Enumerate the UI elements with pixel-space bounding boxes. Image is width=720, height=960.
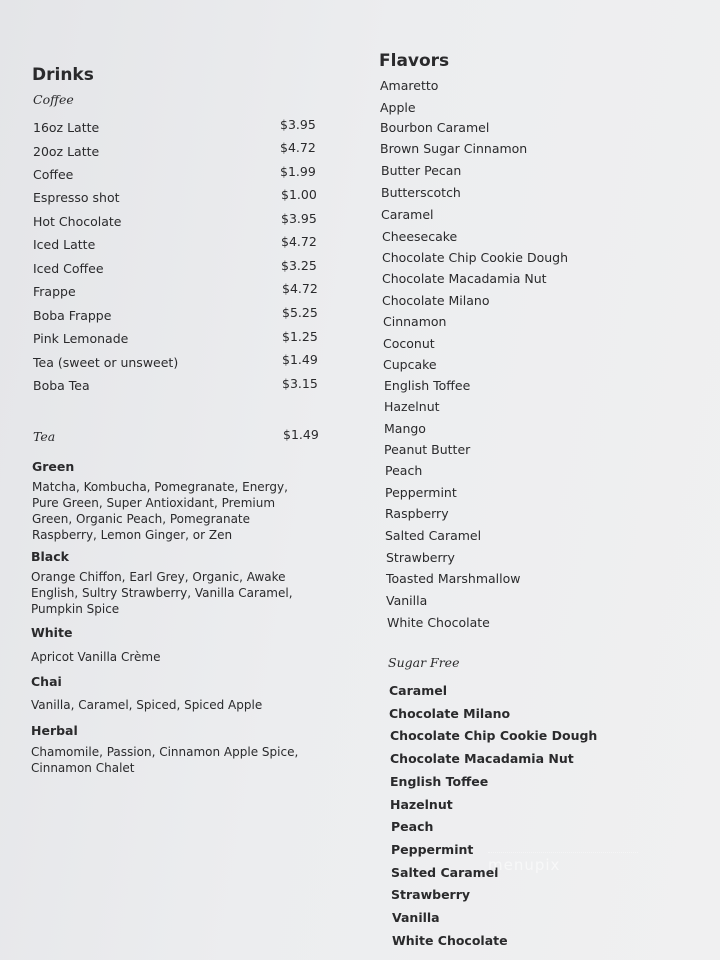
flavor-item: Cheesecake bbox=[382, 229, 458, 244]
coffee-item-price: $3.95 bbox=[280, 117, 316, 132]
tea-type-varieties: Orange Chiffon, Earl Grey, Organic, Awake English, Sultry Strawberry, Vanilla Caramel, Pumpkin Spice bbox=[31, 570, 293, 616]
sugar-free-heading: Sugar Free bbox=[388, 655, 460, 670]
coffee-item-name: Boba Frappe bbox=[33, 308, 112, 323]
coffee-item-price: $3.95 bbox=[281, 211, 317, 226]
coffee-heading: Coffee bbox=[33, 92, 74, 107]
flavor-item: White Chocolate bbox=[387, 615, 490, 630]
coffee-item-price: $1.49 bbox=[282, 352, 318, 367]
flavor-item: Hazelnut bbox=[384, 399, 440, 414]
tea-price: $1.49 bbox=[283, 427, 319, 442]
coffee-item-name: Boba Tea bbox=[33, 378, 90, 393]
flavor-item: Peppermint bbox=[385, 485, 457, 500]
flavor-item: Chocolate Chip Cookie Dough bbox=[382, 250, 568, 265]
flavor-item: Coconut bbox=[383, 336, 435, 351]
drinks-title: Drinks bbox=[32, 65, 94, 85]
flavors-title: Flavors bbox=[379, 51, 450, 71]
flavor-item: Strawberry bbox=[386, 550, 455, 565]
tea-type-name: Green bbox=[32, 459, 75, 474]
flavor-item: Bourbon Caramel bbox=[380, 120, 490, 135]
coffee-item-price: $4.72 bbox=[281, 234, 317, 249]
coffee-item-name: Tea (sweet or unsweet) bbox=[33, 355, 179, 370]
coffee-item-price: $4.72 bbox=[282, 281, 318, 296]
tea-type-varieties: Vanilla, Caramel, Spiced, Spiced Apple bbox=[31, 698, 263, 712]
coffee-item-price: $1.00 bbox=[281, 187, 317, 202]
flavor-item: Butter Pecan bbox=[381, 163, 462, 178]
flavor-item: Raspberry bbox=[385, 506, 449, 521]
flavor-item: Caramel bbox=[381, 207, 434, 222]
coffee-item-price: $1.99 bbox=[280, 164, 316, 179]
flavor-item: English Toffee bbox=[384, 378, 471, 393]
flavor-item: Amaretto bbox=[380, 78, 439, 93]
flavor-item: Butterscotch bbox=[381, 185, 461, 200]
sugar-free-item: Caramel bbox=[389, 683, 447, 698]
coffee-item-price: $3.15 bbox=[282, 376, 318, 391]
sugar-free-item: Hazelnut bbox=[390, 796, 453, 812]
flavor-item: Brown Sugar Cinnamon bbox=[380, 141, 528, 156]
sugar-free-item: Chocolate Milano bbox=[389, 705, 511, 721]
flavor-item: Cupcake bbox=[383, 357, 437, 372]
coffee-item-price: $3.25 bbox=[281, 258, 317, 273]
watermark: menupix bbox=[488, 852, 638, 878]
coffee-item-name: Hot Chocolate bbox=[33, 214, 122, 229]
flavor-item: Peanut Butter bbox=[384, 442, 471, 457]
coffee-item-name: Pink Lemonade bbox=[33, 331, 129, 346]
flavor-item: Peach bbox=[385, 463, 423, 478]
coffee-item-price: $1.25 bbox=[282, 329, 318, 344]
coffee-item-name: Frappe bbox=[33, 284, 76, 299]
sugar-free-item: Chocolate Macadamia Nut bbox=[390, 751, 574, 767]
flavor-item: Chocolate Milano bbox=[382, 293, 490, 308]
tea-type-varieties: Apricot Vanilla Crème bbox=[31, 650, 161, 664]
flavor-item: Mango bbox=[384, 421, 426, 436]
sugar-free-item: Strawberry bbox=[391, 887, 471, 903]
coffee-item-price: $4.72 bbox=[280, 140, 316, 155]
flavor-item: Toasted Marshmallow bbox=[386, 571, 521, 586]
flavor-item: Chocolate Macadamia Nut bbox=[382, 271, 547, 286]
sugar-free-item: Chocolate Chip Cookie Dough bbox=[390, 728, 598, 744]
sugar-free-item: Salted Caramel bbox=[391, 864, 499, 880]
sugar-free-item: White Chocolate bbox=[392, 932, 508, 948]
flavor-item: Apple bbox=[380, 100, 416, 115]
coffee-item-name: 20oz Latte bbox=[33, 144, 100, 159]
coffee-item-name: Iced Latte bbox=[33, 237, 96, 252]
flavor-item: Salted Caramel bbox=[385, 528, 482, 543]
coffee-item-name: Coffee bbox=[33, 167, 74, 182]
sugar-free-item: Peach bbox=[391, 819, 434, 835]
tea-type-name: Herbal bbox=[31, 723, 78, 738]
sugar-free-item: English Toffee bbox=[390, 773, 489, 789]
tea-type-varieties: Chamomile, Passion, Cinnamon Apple Spice, Cinnamon Chalet bbox=[31, 745, 299, 775]
coffee-item-price: $5.25 bbox=[282, 305, 318, 320]
coffee-item-name: Espresso shot bbox=[33, 190, 120, 205]
coffee-item-name: 16oz Latte bbox=[33, 120, 100, 135]
sugar-free-item: Peppermint bbox=[391, 841, 474, 857]
tea-type-name: White bbox=[31, 625, 73, 640]
flavor-item: Cinnamon bbox=[383, 314, 447, 329]
coffee-item-name: Iced Coffee bbox=[33, 261, 104, 276]
flavor-item: Vanilla bbox=[386, 593, 428, 608]
tea-type-name: Black bbox=[31, 549, 69, 564]
tea-type-name: Chai bbox=[31, 674, 62, 689]
sugar-free-item: Vanilla bbox=[392, 910, 440, 925]
tea-heading: Tea bbox=[33, 429, 56, 444]
tea-type-varieties: Matcha, Kombucha, Pomegranate, Energy, Pure Green, Super Antioxidant, Premium Green, Organic Peach, Pomegranate Raspberry, Lemon Ginger, or Zen bbox=[32, 480, 288, 542]
